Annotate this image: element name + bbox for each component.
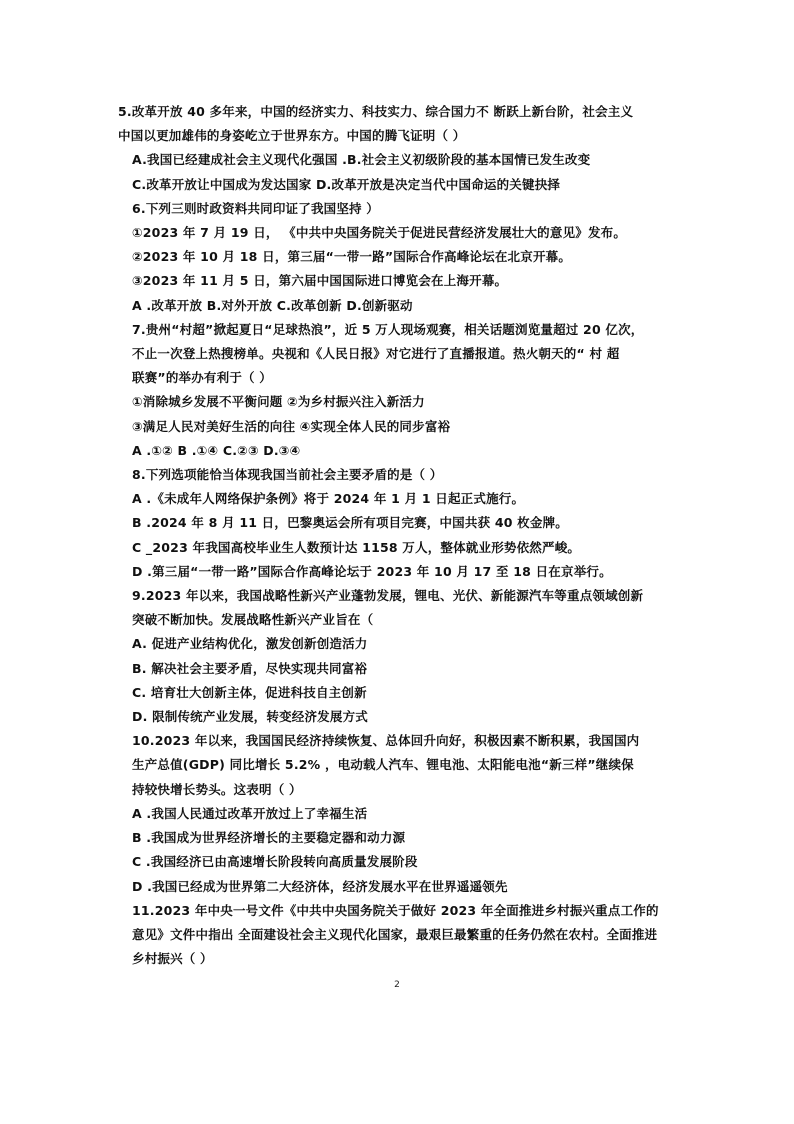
q9-option-d: D. 限制传统产业发展，转变经济发展方式 xyxy=(132,709,368,725)
q8-stem: 8.下列选项能恰当体现我国当前社会主要矛盾的是（ ） xyxy=(132,467,443,483)
q8-option-d: D .第三届“一带一路”国际合作高峰论坛于 2023 年 10 月 17 至 18 日在京举行。 xyxy=(132,563,612,579)
q11-stem-line-2: 意见》文件中指出 全面建设社会主义现代化国家，最艰巨最繁重的任务仍然在农村。全面推进 xyxy=(132,926,658,942)
page-number: 2 xyxy=(394,980,400,990)
q10-option-c: C .我国经济已由高速增长阶段转向高质量发展阶段 xyxy=(132,854,418,870)
q5-options-cd: C.改革开放让中国成为发达国家 D.改革开放是决定当代中国命运的关键抉择 xyxy=(132,176,561,192)
q6-material-3: ③2023 年 11 月 5 日，第六届中国国际进口博览会在上海开幕。 xyxy=(132,273,508,289)
q8-option-b: B .2024 年 8 月 11 日，巴黎奥运会所有项目完赛，中国共获 40 枚金牌。 xyxy=(132,515,568,531)
q10-stem-line-3: 持较快增长势头。这表明（ ） xyxy=(132,781,302,797)
q8-option-a: A .《未成年人网络保护条例》将于 2024 年 1 月 1 日起正式施行。 xyxy=(132,491,525,507)
q10-option-d: D .我国已经成为世界第二大经济体，经济发展水平在世界遥遥领先 xyxy=(132,878,508,894)
q5-options-ab: A.我国已经建成社会主义现代化强国 .B.社会主义初级阶段的基本国情已发生改变 xyxy=(132,152,591,168)
q5-stem-line-2: 中国以更加雄伟的身姿屹立于世界东方。中国的腾飞证明（ ） xyxy=(118,128,466,144)
q9-stem-line-2: 突破不断加快。发展战略性新兴产业旨在（ xyxy=(132,612,374,628)
q9-option-c: C. 培育壮大创新主体，促进科技自主创新 xyxy=(132,684,367,700)
q11-stem-line-1: 11.2023 年中央一号文件《中共中央国务院关于做好 2023 年全面推进乡村振兴重点工作的 xyxy=(132,902,659,918)
q6-material-1: ①2023 年 7 月 19 日， 《中共中央国务院关于促进民营经济发展壮大的意见》发布。 xyxy=(132,225,627,241)
q9-option-a: A. 促进产业结构优化，激发创新创造活力 xyxy=(132,636,368,652)
q11-stem-line-3: 乡村振兴（ ） xyxy=(132,951,213,967)
q6-options: A .改革开放 B.对外开放 C.改革创新 D.创新驱动 xyxy=(132,297,413,313)
q6-material-2: ②2023 年 10 月 18 日，第三届“一带一路”国际合作高峰论坛在北京开幕。 xyxy=(132,249,572,265)
q9-option-b: B. 解决社会主要矛盾，尽快实现共同富裕 xyxy=(132,660,368,676)
q7-statements-12: ①消除城乡发展不平衡问题 ②为乡村振兴注入新活力 xyxy=(132,394,425,410)
q10-option-a: A .我国人民通过改革开放过上了幸福生活 xyxy=(132,805,368,821)
q10-stem-line-1: 10.2023 年以来，我国国民经济持续恢复、总体回升向好，积极因素不断积累，我国国内 xyxy=(132,733,640,749)
q7-statements-34: ③满足人民对美好生活的向往 ④实现全体人民的同步富裕 xyxy=(132,418,451,434)
q10-option-b: B .我国成为世界经济增长的主要稳定器和动力源 xyxy=(132,830,406,846)
q7-stem-line-2: 不止一次登上热搜榜单。央视和《人民日报》对它进行了直播报道。热火朝天的“ 村 超 xyxy=(132,346,620,362)
q5-stem-line-1: 5.改革开放 40 多年来，中国的经济实力、科技实力、综合国力不 断跃上新台阶，社会主义 xyxy=(118,104,634,119)
question-text-block xyxy=(118,100,678,971)
q7-stem-line-1: 7.贵州“村超”掀起夏日“足球热浪”，近 5 万人现场观赛，相关话题浏览量超过 20 亿次， xyxy=(132,321,644,337)
q7-options: A .①② B .①④ C.②③ D.③④ xyxy=(132,442,301,458)
q9-stem-line-1: 9.2023 年以来，我国战略性新兴产业蓬勃发展，锂电、光伏、新能源汽车等重点领域创新 xyxy=(132,588,644,604)
q7-stem-line-3: 联赛”的举办有利于（ ） xyxy=(132,370,272,386)
q6-stem: 6.下列三则时政资料共同印证了我国坚持 ） xyxy=(132,200,379,216)
q8-option-c: C _2023 年我国高校毕业生人数预计达 1158 万人，整体就业形势依然严峻。 xyxy=(132,539,581,555)
q10-stem-line-2: 生产总值(GDP) 同比增长 5.2% ，电动载人汽车、锂电池、太阳能电池“新三样”继续保 xyxy=(132,757,634,773)
